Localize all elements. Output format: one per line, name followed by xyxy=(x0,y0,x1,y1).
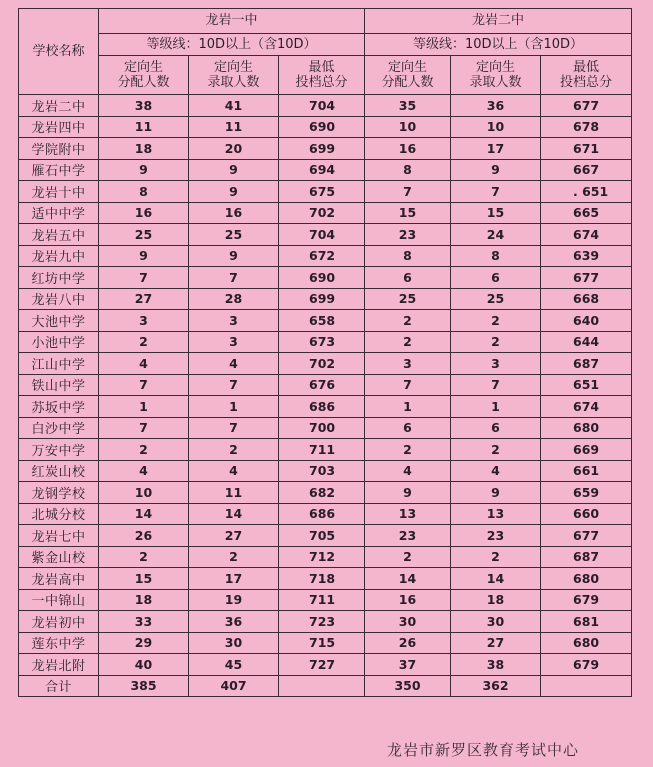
cell-value: 644 xyxy=(541,331,632,353)
cell-value: 16 xyxy=(189,202,279,224)
table-row xyxy=(19,675,632,697)
cell-value: 8 xyxy=(99,181,189,203)
cell-value: 687 xyxy=(541,353,632,375)
cell-value: 30 xyxy=(451,611,541,633)
cell-value: 9 xyxy=(189,245,279,267)
cell-value: 36 xyxy=(189,611,279,633)
cell-value: 7 xyxy=(189,374,279,396)
cell-value: 9 xyxy=(189,181,279,203)
col-header-min-score: 最低 投档总分 xyxy=(541,56,632,95)
cell-value: 350 xyxy=(365,675,451,697)
cell-value: 407 xyxy=(189,675,279,697)
cell-value: 671 xyxy=(541,138,632,160)
table-row xyxy=(19,159,632,181)
cell-value: 8 xyxy=(451,245,541,267)
table-row xyxy=(19,353,632,375)
school-name: 红炭山校 xyxy=(19,460,99,482)
table-row xyxy=(19,525,632,547)
cell-value: 4 xyxy=(365,460,451,482)
table-row xyxy=(19,95,632,117)
cell-value: 41 xyxy=(189,95,279,117)
col-header-allocated: 定向生 分配人数 xyxy=(365,56,451,95)
cell-value: 3 xyxy=(365,353,451,375)
cell-value: 27 xyxy=(451,632,541,654)
cell-value: 28 xyxy=(189,288,279,310)
school-name: 合计 xyxy=(19,675,99,697)
cell-value: 15 xyxy=(365,202,451,224)
cell-value: 23 xyxy=(365,224,451,246)
col-header-allocated: 定向生 分配人数 xyxy=(99,56,189,95)
table-row xyxy=(19,417,632,439)
cell-value: 682 xyxy=(279,482,365,504)
table-row xyxy=(19,482,632,504)
cell-value: 4 xyxy=(451,460,541,482)
level-line-erzhong: 等级线：10D以上（含10D） xyxy=(365,34,632,56)
school-name: 小池中学 xyxy=(19,331,99,353)
school-name: 龙岩九中 xyxy=(19,245,99,267)
cell-value: 25 xyxy=(99,224,189,246)
cell-value: 14 xyxy=(365,568,451,590)
col-header-admitted: 定向生 录取人数 xyxy=(189,56,279,95)
cell-value: 15 xyxy=(451,202,541,224)
cell-value: 669 xyxy=(541,439,632,461)
cell-value: 680 xyxy=(541,632,632,654)
cell-value: 2 xyxy=(365,439,451,461)
cell-value: 676 xyxy=(279,374,365,396)
cell-value: 687 xyxy=(541,546,632,568)
cell-value: 700 xyxy=(279,417,365,439)
cell-value: 2 xyxy=(365,331,451,353)
cell-value: 680 xyxy=(541,417,632,439)
cell-value: 23 xyxy=(451,525,541,547)
cell-value: 1 xyxy=(451,396,541,418)
cell-value: 675 xyxy=(279,181,365,203)
cell-value: 9 xyxy=(451,482,541,504)
cell-value: 1 xyxy=(189,396,279,418)
group-header-yiyizhong: 龙岩一中 xyxy=(99,9,365,34)
cell-value: 690 xyxy=(279,116,365,138)
school-name: 龙岩二中 xyxy=(19,95,99,117)
school-name: 适中中学 xyxy=(19,202,99,224)
table-row xyxy=(19,632,632,654)
cell-value: 679 xyxy=(541,654,632,676)
cell-value: 15 xyxy=(99,568,189,590)
cell-value: 18 xyxy=(451,589,541,611)
cell-value: 9 xyxy=(99,245,189,267)
cell-value: 658 xyxy=(279,310,365,332)
table-body xyxy=(19,95,632,697)
cell-value: 686 xyxy=(279,396,365,418)
cell-value: 660 xyxy=(541,503,632,525)
cell-value: 699 xyxy=(279,138,365,160)
cell-value: 7 xyxy=(189,417,279,439)
cell-value: 668 xyxy=(541,288,632,310)
cell-value: 9 xyxy=(99,159,189,181)
school-name: 龙岩四中 xyxy=(19,116,99,138)
cell-value: 38 xyxy=(451,654,541,676)
cell-value: 711 xyxy=(279,589,365,611)
cell-value: 14 xyxy=(189,503,279,525)
school-name: 红坊中学 xyxy=(19,267,99,289)
cell-value: 29 xyxy=(99,632,189,654)
cell-value: 2 xyxy=(99,331,189,353)
cell-value: 18 xyxy=(99,138,189,160)
cell-value: 6 xyxy=(365,267,451,289)
cell-value: 704 xyxy=(279,224,365,246)
cell-value: 2 xyxy=(451,439,541,461)
cell-value: 33 xyxy=(99,611,189,633)
school-name: 紫金山校 xyxy=(19,546,99,568)
school-name: 龙岩七中 xyxy=(19,525,99,547)
cell-value: 2 xyxy=(365,310,451,332)
school-name: 学院附中 xyxy=(19,138,99,160)
cell-value: 9 xyxy=(365,482,451,504)
cell-value: 10 xyxy=(365,116,451,138)
table-row xyxy=(19,138,632,160)
table-row xyxy=(19,396,632,418)
cell-value: 17 xyxy=(451,138,541,160)
cell-value: 3 xyxy=(189,310,279,332)
cell-value: 23 xyxy=(365,525,451,547)
table-row xyxy=(19,331,632,353)
cell-value: 677 xyxy=(541,267,632,289)
cell-value: 9 xyxy=(451,159,541,181)
cell-value: 26 xyxy=(365,632,451,654)
cell-value: 11 xyxy=(189,116,279,138)
cell-value: 16 xyxy=(365,589,451,611)
cell-value: 2 xyxy=(451,331,541,353)
cell-value: 27 xyxy=(189,525,279,547)
cell-value: 13 xyxy=(365,503,451,525)
cell-value: 651 xyxy=(541,374,632,396)
cell-value: 674 xyxy=(541,396,632,418)
cell-value: 45 xyxy=(189,654,279,676)
cell-value: 673 xyxy=(279,331,365,353)
cell-value: 14 xyxy=(99,503,189,525)
cell-value: 17 xyxy=(189,568,279,590)
cell-value: 677 xyxy=(541,95,632,117)
cell-value: 680 xyxy=(541,568,632,590)
cell-value: 711 xyxy=(279,439,365,461)
cell-value: 679 xyxy=(541,589,632,611)
cell-value: 8 xyxy=(365,245,451,267)
cell-value: 19 xyxy=(189,589,279,611)
cell-value: 678 xyxy=(541,116,632,138)
cell-value: 385 xyxy=(99,675,189,697)
cell-value: 7 xyxy=(99,267,189,289)
cell-value: 25 xyxy=(189,224,279,246)
cell-value: 27 xyxy=(99,288,189,310)
cell-value: 16 xyxy=(99,202,189,224)
cell-value: 2 xyxy=(451,546,541,568)
cell-value: . 651 xyxy=(541,181,632,203)
cell-value: 6 xyxy=(365,417,451,439)
table-row xyxy=(19,460,632,482)
school-name: 龙岩五中 xyxy=(19,224,99,246)
cell-value: 10 xyxy=(99,482,189,504)
table-row xyxy=(19,245,632,267)
cell-value xyxy=(541,675,632,697)
cell-value: 690 xyxy=(279,267,365,289)
cell-value: 2 xyxy=(189,439,279,461)
table-row xyxy=(19,181,632,203)
table-row xyxy=(19,374,632,396)
cell-value: 7 xyxy=(189,267,279,289)
cell-value: 40 xyxy=(99,654,189,676)
admission-table xyxy=(18,8,632,697)
cell-value: 30 xyxy=(365,611,451,633)
cell-value: 13 xyxy=(451,503,541,525)
school-name: 苏坂中学 xyxy=(19,396,99,418)
cell-value: 727 xyxy=(279,654,365,676)
cell-value: 14 xyxy=(451,568,541,590)
table-row xyxy=(19,654,632,676)
cell-value: 702 xyxy=(279,202,365,224)
cell-value: 9 xyxy=(189,159,279,181)
cell-value: 362 xyxy=(451,675,541,697)
cell-value: 2 xyxy=(365,546,451,568)
cell-value: 715 xyxy=(279,632,365,654)
cell-value: 4 xyxy=(189,353,279,375)
table-row xyxy=(19,224,632,246)
table-row xyxy=(19,589,632,611)
col-header-min-score: 最低 投档总分 xyxy=(279,56,365,95)
cell-value: 661 xyxy=(541,460,632,482)
cell-value: 667 xyxy=(541,159,632,181)
cell-value: 2 xyxy=(99,546,189,568)
col-header-admitted: 定向生 录取人数 xyxy=(451,56,541,95)
school-name: 龙岩北附 xyxy=(19,654,99,676)
cell-value: 18 xyxy=(99,589,189,611)
cell-value: 20 xyxy=(189,138,279,160)
cell-value: 699 xyxy=(279,288,365,310)
school-name: 北城分校 xyxy=(19,503,99,525)
cell-value: 11 xyxy=(189,482,279,504)
cell-value: 7 xyxy=(451,181,541,203)
cell-value: 7 xyxy=(99,374,189,396)
school-name: 龙岩八中 xyxy=(19,288,99,310)
cell-value: 11 xyxy=(99,116,189,138)
school-name: 白沙中学 xyxy=(19,417,99,439)
school-name: 大池中学 xyxy=(19,310,99,332)
cell-value: 36 xyxy=(451,95,541,117)
cell-value: 703 xyxy=(279,460,365,482)
cell-value: 712 xyxy=(279,546,365,568)
school-name: 龙岩初中 xyxy=(19,611,99,633)
cell-value: 37 xyxy=(365,654,451,676)
cell-value: 3 xyxy=(189,331,279,353)
school-name: 一中锦山 xyxy=(19,589,99,611)
table-row xyxy=(19,267,632,289)
table-row xyxy=(19,568,632,590)
cell-value: 6 xyxy=(451,417,541,439)
cell-value xyxy=(279,675,365,697)
school-name: 雁石中学 xyxy=(19,159,99,181)
cell-value: 6 xyxy=(451,267,541,289)
cell-value: 681 xyxy=(541,611,632,633)
cell-value: 4 xyxy=(99,460,189,482)
table-row xyxy=(19,611,632,633)
table-row xyxy=(19,546,632,568)
table-row xyxy=(19,288,632,310)
cell-value: 24 xyxy=(451,224,541,246)
cell-value: 25 xyxy=(451,288,541,310)
cell-value: 7 xyxy=(99,417,189,439)
school-name: 莲东中学 xyxy=(19,632,99,654)
cell-value: 659 xyxy=(541,482,632,504)
school-name: 万安中学 xyxy=(19,439,99,461)
cell-value: 686 xyxy=(279,503,365,525)
table-row xyxy=(19,503,632,525)
school-name: 龙岩十中 xyxy=(19,181,99,203)
cell-value: 3 xyxy=(99,310,189,332)
cell-value: 16 xyxy=(365,138,451,160)
cell-value: 2 xyxy=(451,310,541,332)
cell-value: 2 xyxy=(189,546,279,568)
cell-value: 640 xyxy=(541,310,632,332)
cell-value: 674 xyxy=(541,224,632,246)
school-name: 铁山中学 xyxy=(19,374,99,396)
cell-value: 677 xyxy=(541,525,632,547)
cell-value: 26 xyxy=(99,525,189,547)
school-name: 龙岩高中 xyxy=(19,568,99,590)
cell-value: 30 xyxy=(189,632,279,654)
cell-value: 705 xyxy=(279,525,365,547)
cell-value: 694 xyxy=(279,159,365,181)
school-name: 龙钢学校 xyxy=(19,482,99,504)
level-line-yiyizhong: 等级线：10D以上（含10D） xyxy=(99,34,365,56)
group-header-erzhong: 龙岩二中 xyxy=(365,9,632,34)
cell-value: 35 xyxy=(365,95,451,117)
cell-value: 25 xyxy=(365,288,451,310)
table-row xyxy=(19,439,632,461)
cell-value: 7 xyxy=(365,374,451,396)
cell-value: 2 xyxy=(99,439,189,461)
issuer-footer: 龙岩市新罗区教育考试中心 xyxy=(387,741,580,759)
cell-value: 38 xyxy=(99,95,189,117)
school-name: 江山中学 xyxy=(19,353,99,375)
table-row xyxy=(19,310,632,332)
cell-value: 7 xyxy=(451,374,541,396)
table-header xyxy=(19,9,632,95)
cell-value: 672 xyxy=(279,245,365,267)
cell-value: 8 xyxy=(365,159,451,181)
cell-value: 4 xyxy=(99,353,189,375)
table-row xyxy=(19,202,632,224)
cell-value: 3 xyxy=(451,353,541,375)
cell-value: 665 xyxy=(541,202,632,224)
table-row xyxy=(19,116,632,138)
cell-value: 723 xyxy=(279,611,365,633)
cell-value: 702 xyxy=(279,353,365,375)
cell-value: 1 xyxy=(99,396,189,418)
cell-value: 718 xyxy=(279,568,365,590)
cell-value: 639 xyxy=(541,245,632,267)
school-name-header: 学校名称 xyxy=(19,9,99,95)
cell-value: 10 xyxy=(451,116,541,138)
cell-value: 4 xyxy=(189,460,279,482)
cell-value: 7 xyxy=(365,181,451,203)
cell-value: 704 xyxy=(279,95,365,117)
cell-value: 1 xyxy=(365,396,451,418)
